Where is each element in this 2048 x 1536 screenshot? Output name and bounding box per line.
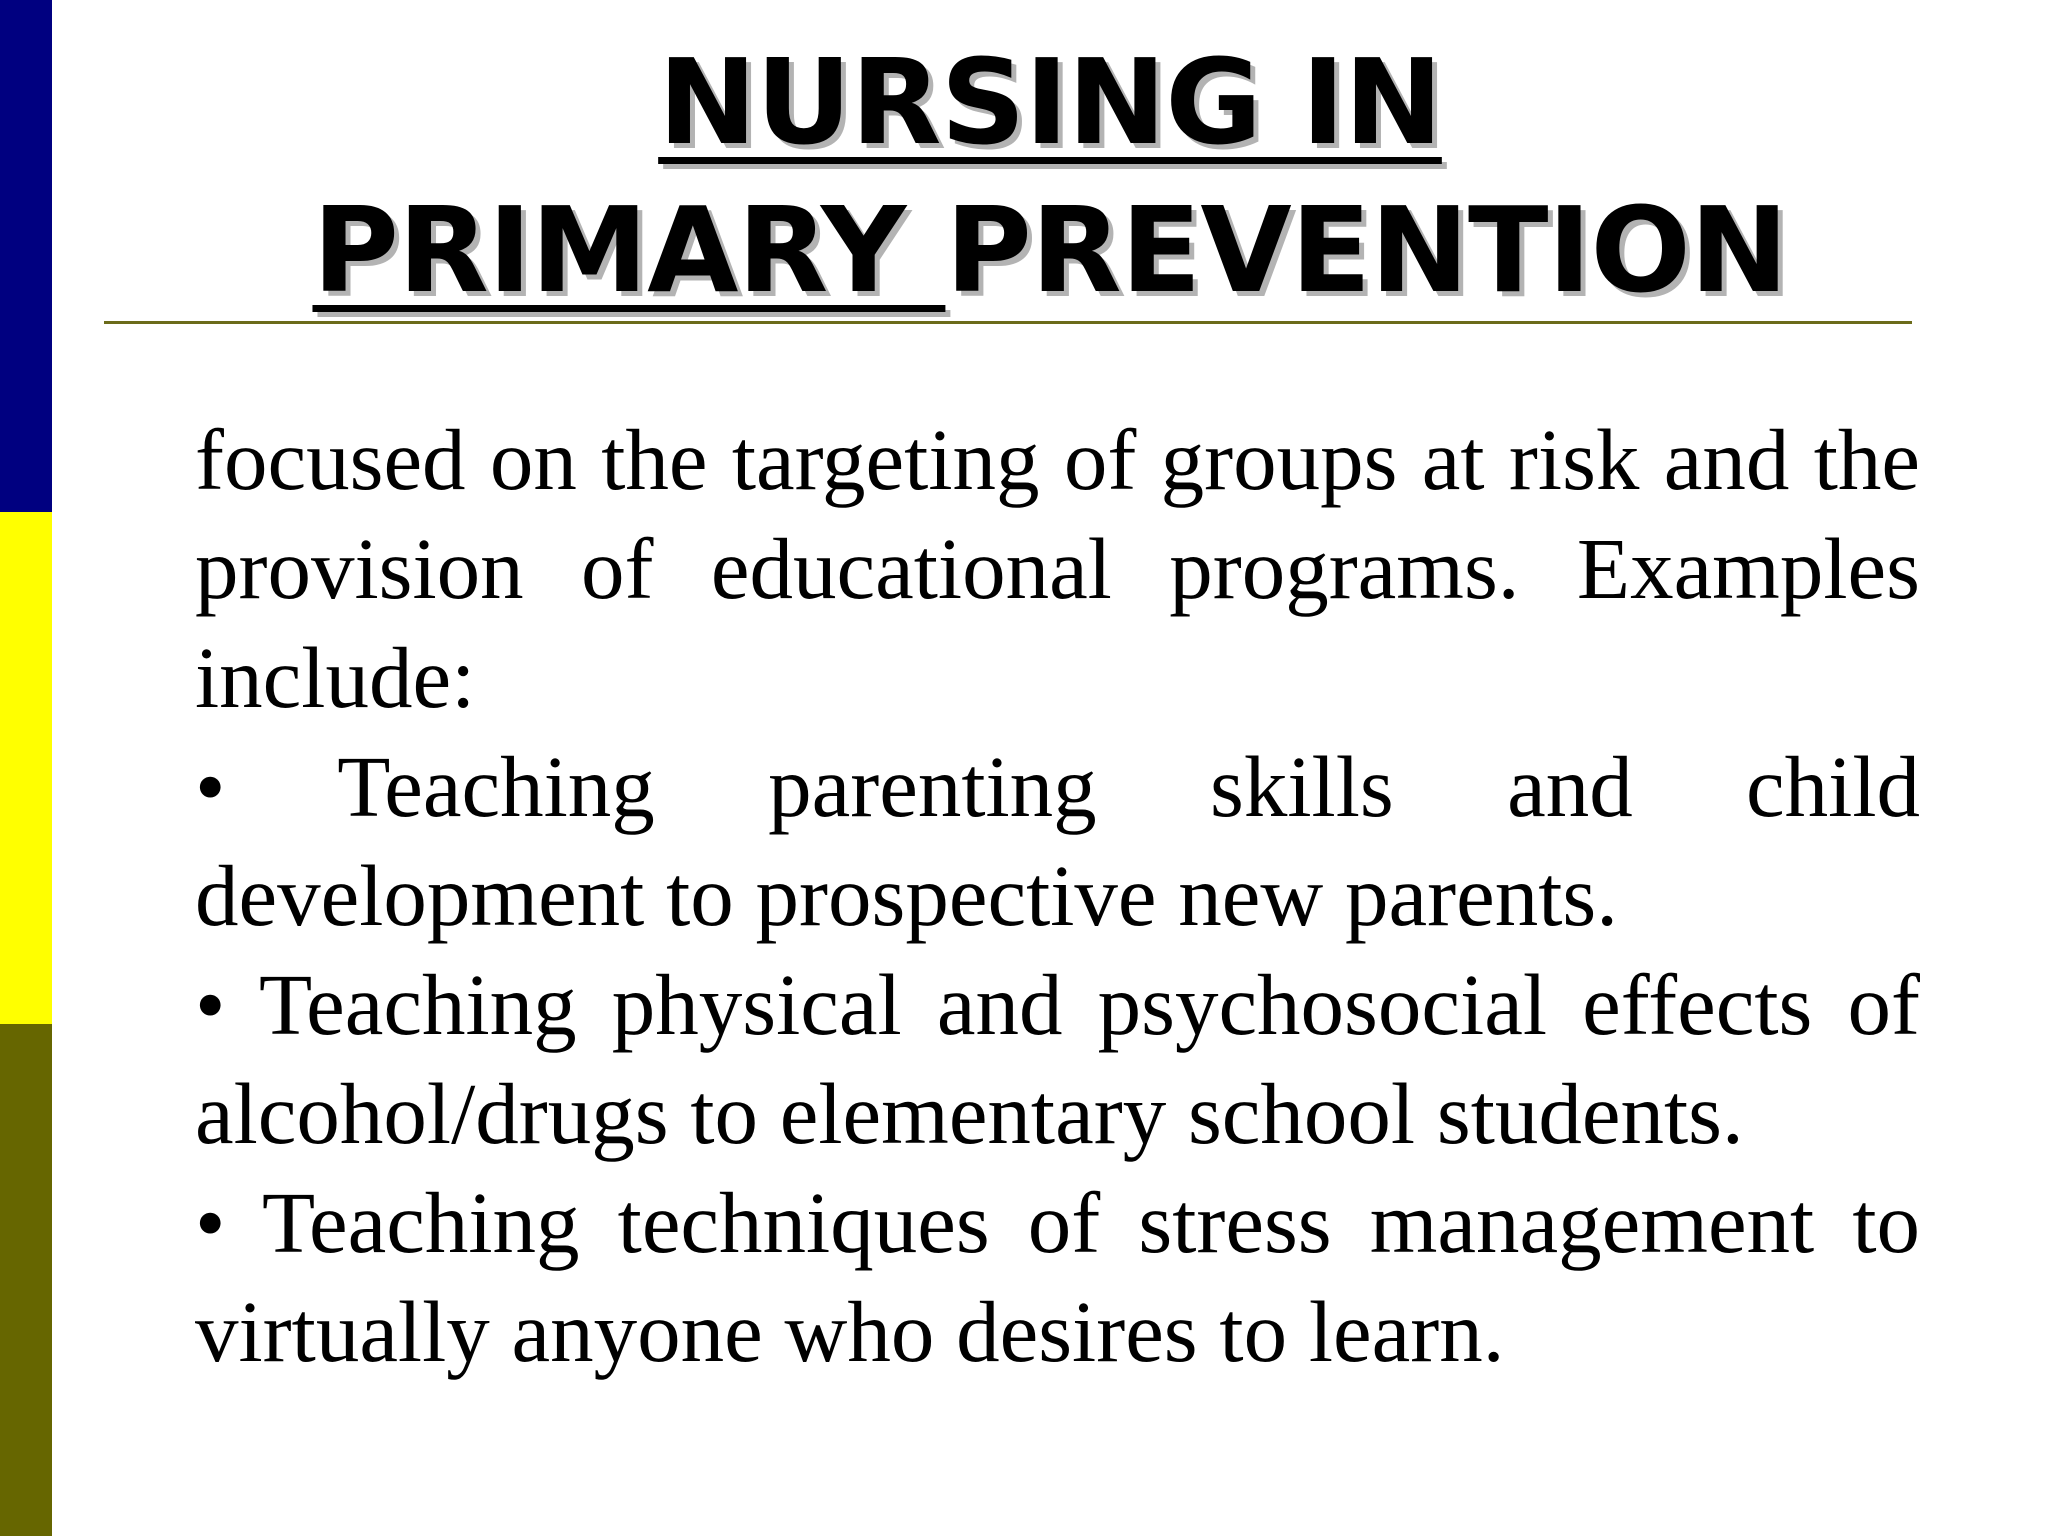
side-bar-yellow bbox=[0, 512, 52, 1024]
title-line-1: NURSING IN bbox=[658, 33, 1442, 171]
body-intro: focused on the targeting of groups at risk and the provision of educational programs. Examples include: bbox=[195, 411, 1920, 726]
title-divider bbox=[104, 321, 1912, 324]
slide-title bbox=[100, 28, 2000, 324]
title-line-2-underlined: PRIMARY bbox=[312, 181, 946, 319]
side-bar-blue bbox=[0, 0, 52, 512]
side-bar-olive bbox=[0, 1024, 52, 1536]
bullet-item: • Teaching parenting skills and child development to prospective new parents. bbox=[195, 738, 1920, 944]
bullet-item: • Teaching physical and psychosocial effects of alcohol/drugs to elementary school students. bbox=[195, 956, 1920, 1162]
slide-body bbox=[195, 405, 1920, 1386]
title-line-2-rest: PREVENTION bbox=[945, 181, 1788, 319]
title-line-2 bbox=[100, 176, 2000, 324]
bullet-item: • Teaching techniques of stress management to virtually anyone who desires to learn. bbox=[195, 1174, 1920, 1380]
